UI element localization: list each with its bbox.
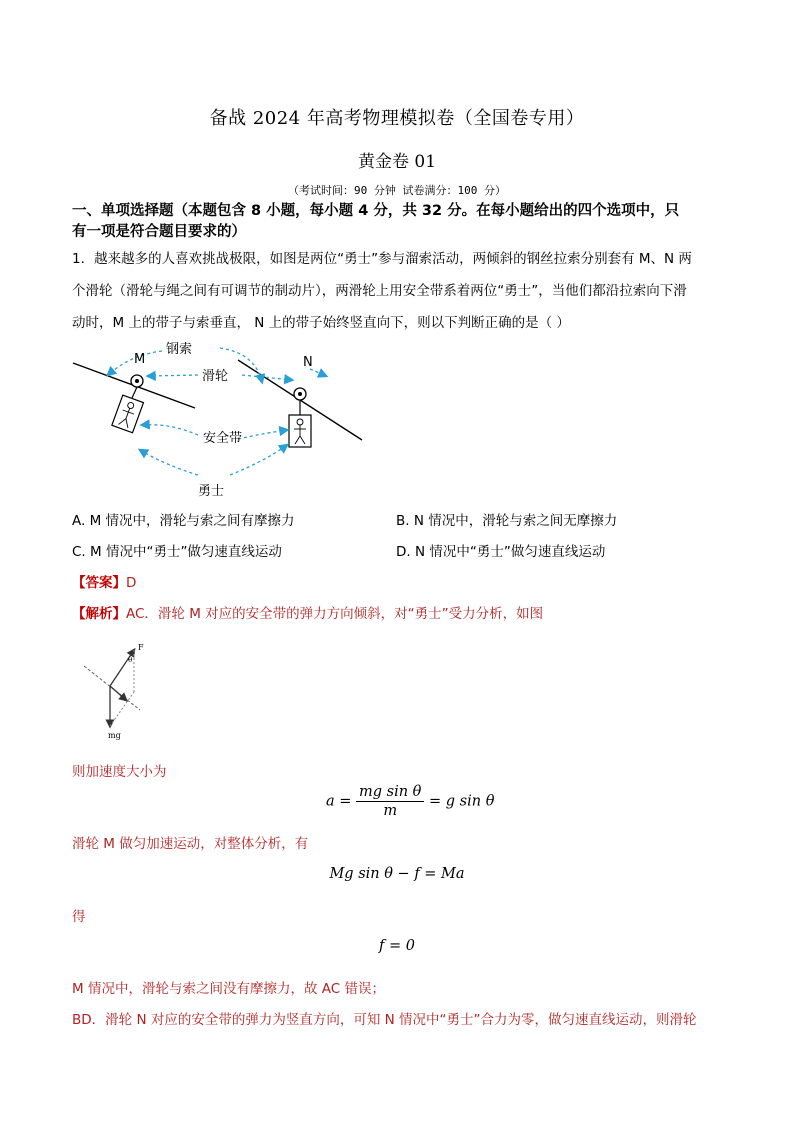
belt-m: [132, 387, 137, 398]
eq1-fraction: [356, 784, 424, 819]
option-c[interactable]: C. M 情况中“勇士”做匀速直线运动: [72, 544, 282, 560]
eq1-lhs: a =: [326, 793, 352, 810]
accel-text: 则加速度大小为: [72, 764, 167, 780]
pulley-text: 滑轮 M 做匀加速运动，对整体分析，有: [72, 836, 309, 852]
analysis-text: AC．滑轮 M 对应的安全带的弹力方向倾斜，对“勇士”受力分析，如图: [126, 606, 544, 622]
eq1-numerator: mg sin θ: [356, 784, 424, 802]
exam-info: （考试时间：90 分钟 试卷满分：100 分）: [288, 184, 506, 197]
label-warrior: 勇士: [198, 484, 225, 499]
label-n: N: [303, 355, 313, 370]
arrow-belt-n: [238, 430, 287, 439]
net-force-arrow: [110, 686, 126, 700]
answer-value: D: [126, 575, 137, 591]
question-1-line1: 1．越来越多的人喜欢挑战极限，如图是两位“勇士”参与溜索活动，两倾斜的钢丝拉索分别套有 M、N 两: [72, 251, 692, 267]
label-pulley: 滑轮: [202, 369, 229, 384]
question-1-line2: 个滑轮（滑轮与绳之间有可调节的制动片），两滑轮上用安全带系着两位“勇士”，当他们都沿拉索向下滑: [72, 283, 687, 299]
label-f: F: [138, 643, 144, 652]
paper-subtitle: 黄金卷 01: [357, 152, 437, 172]
arrow-warrior-n: [230, 445, 287, 475]
option-a[interactable]: A. M 情况中，滑轮与索之间有摩擦力: [72, 513, 295, 529]
section-heading-line1: 一、单项选择题（本题包含 8 小题，每小题 4 分，共 32 分。在每小题给出的四个选项中，只: [72, 203, 680, 219]
option-b[interactable]: B. N 情况中，滑轮与索之间无摩擦力: [396, 513, 618, 529]
arrow-warrior-m: [140, 450, 198, 475]
arrow-n-direction: [310, 369, 326, 376]
equation-1: [326, 784, 494, 819]
question-1-stem: [72, 243, 732, 339]
label-m: M: [134, 352, 146, 367]
eq1-rhs: = g sin θ: [429, 793, 495, 810]
arrow-pulley-m: [148, 375, 198, 376]
warrior-n-icon: [289, 415, 311, 447]
conclusion-text: M 情况中，滑轮与索之间没有摩擦力，故 AC 错误；: [72, 981, 385, 997]
equation-3: f = 0: [379, 938, 415, 954]
option-d[interactable]: D. N 情况中“勇士”做匀速直线运动: [396, 544, 606, 560]
de-text: 得: [72, 909, 86, 925]
zipline-figure: [70, 335, 370, 500]
force-diagram: [78, 638, 160, 743]
answer-key: 【答案】: [72, 575, 126, 591]
arrow-belt-m: [142, 425, 198, 435]
warrior-m-icon: [112, 395, 144, 433]
section-heading-line2: 有一项是符合题目要求的）: [72, 224, 246, 240]
section-heading: [72, 201, 732, 243]
eq1-denominator: m: [383, 803, 398, 819]
equation-2: Mg sin θ − f = Ma: [329, 866, 465, 882]
question-1-line3: 动时，M 上的带子与索垂直， N 上的带子始终竖直向下，则以下判断正确的是（ ）: [72, 315, 570, 331]
label-mg: mg: [108, 731, 121, 740]
label-cable: 钢索: [166, 342, 193, 357]
label-belt: 安全带: [203, 431, 243, 446]
answer-line: [72, 571, 136, 591]
paper-title: 备战 2024 年高考物理模拟卷（全国卷专用）: [209, 108, 585, 129]
analysis-key: 【解析】: [72, 606, 126, 622]
bd-text: BD．滑轮 N 对应的安全带的弹力为竖直方向，可知 N 情况中“勇士”合力为零，做匀速直线运动，则滑轮: [72, 1012, 697, 1028]
analysis-line: [72, 602, 543, 622]
label-theta: θ: [128, 656, 133, 664]
